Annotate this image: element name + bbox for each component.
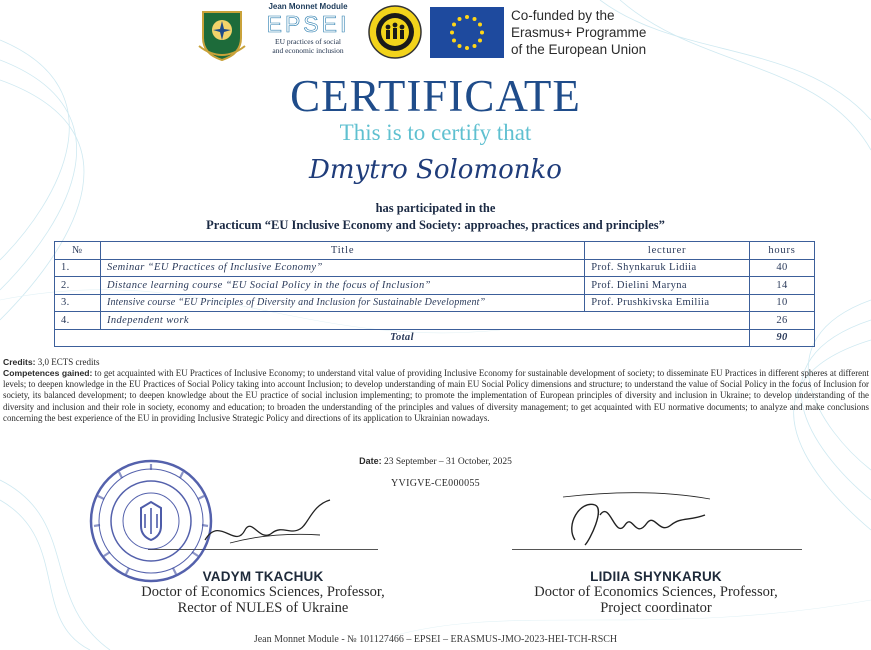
row-no: 2.	[55, 277, 101, 295]
signatory-role-1: Doctor of Economics Sciences, Professor,	[534, 584, 778, 600]
signatory-rector	[98, 569, 428, 616]
row-hours: 26	[750, 312, 815, 330]
eu-cofunded-text	[511, 7, 646, 58]
eu-flag-icon	[430, 7, 504, 58]
row-lecturer: Prof. Dielini Maryna	[585, 277, 750, 295]
signatory-role-1: Doctor of Economics Sciences, Professor,	[141, 584, 385, 600]
footer-project-id: Jean Monnet Module - № 101127466 – EPSEI – ERASMUS-JMO-2023-HEI-TCH-RSCH	[253, 634, 618, 645]
header-lecturer: lecturer	[585, 242, 750, 260]
epsei-wordmark: EPSEI	[266, 11, 350, 37]
total-value: 90	[750, 329, 815, 347]
table-header-row	[55, 242, 815, 260]
date-value: 23 September – 31 October, 2025	[384, 457, 512, 467]
credits-label: Credits:	[3, 357, 36, 367]
header-no: №	[55, 242, 101, 260]
date-label: Date:	[359, 456, 382, 466]
table-total-row	[55, 329, 815, 347]
certificate-title: CERTIFICATE	[290, 71, 581, 121]
row-no: 1.	[55, 259, 101, 277]
row-lecturer: Prof. Prushkivska Emiliia	[585, 294, 750, 312]
row-hours: 40	[750, 259, 815, 277]
table-row	[55, 294, 815, 312]
row-title: Distance learning course “EU Social Policy in the focus of Inclusion”	[100, 277, 584, 295]
certificate-id: YVIGVE-CE000055	[391, 478, 480, 489]
epsei-module-label: Jean Monnet Module	[268, 2, 348, 11]
table-row	[55, 259, 815, 277]
eu-line-2: Erasmus+ Programme	[511, 25, 647, 40]
signatory-role-2: Project coordinator	[600, 600, 712, 616]
row-hours: 10	[750, 294, 815, 312]
certify-statement: This is to certify that	[339, 120, 532, 145]
university-crest-icon	[197, 8, 247, 62]
epsei-subtitle-1: EU practices of social	[274, 37, 341, 46]
eu-line-3: of the European Union	[511, 42, 647, 57]
signatory-role-2: Rector of NULES of Ukraine	[177, 600, 349, 616]
signatory-coordinator	[486, 569, 826, 616]
total-label: Total	[55, 329, 750, 347]
competences-label: Competences gained:	[3, 368, 93, 378]
participated-line: has participated in the	[375, 201, 496, 215]
courses-table	[54, 241, 815, 347]
credits-line	[3, 357, 869, 367]
competences-paragraph	[3, 368, 869, 424]
row-no: 3.	[55, 294, 101, 312]
project-round-logo-icon	[368, 5, 422, 59]
credits-value: 3,0 ECTS credits	[37, 357, 100, 367]
course-title: Practicum “EU Inclusive Economy and Society: approaches, practices and principles”	[206, 218, 665, 232]
row-no: 4.	[55, 312, 101, 330]
table-row	[55, 312, 815, 330]
competences-text: to get acquainted with EU Practices of Inclusive Economy; to understand vital value of providing Inclusive Economy for sustainable development of society; to disseminate EU Practices in different spheres at different levels; to deepen knowledge in the EU Practices of Social Policy taking into account Inclusion; to develop understanding of main EU Social Policy dimensions and structure; to understand the value of Social Policy in the focus of Inclusion for society, its balanced development; to deepen knowledge about the EU practice of social inclusion implementing; to promote the implementation of European principles of diversity and inclusion in Ukraine; to develop understanding of the diversity and inclusion and their role in society, economy and education; to broaden the understanding of the principles and values of diversity management; to get acquainted with EU normative documents; to analyze and make conclusions concerning the best experience of the EU in providing Inclusive Strategic Policy and directions of its application to Ukrainian nowadays.	[3, 368, 869, 423]
header-hours: hours	[750, 242, 815, 260]
signatory-name: VADYM TKACHUK	[202, 569, 324, 584]
epsei-logo	[255, 2, 361, 64]
row-lecturer: Prof. Shynkaruk Lidiia	[585, 259, 750, 277]
recipient-name: Dmytro Solomonko	[309, 155, 562, 185]
eu-line-1: Co-funded by the	[511, 8, 615, 23]
header-title: Title	[100, 242, 584, 260]
row-title: Intensive course “EU Principles of Diversity and Inclusion for Sustainable Development”	[100, 294, 584, 312]
signature-left	[200, 495, 340, 555]
epsei-subtitle-2: and economic inclusion	[272, 46, 344, 55]
row-title: Independent work	[100, 312, 749, 330]
row-hours: 14	[750, 277, 815, 295]
signature-right	[555, 485, 715, 555]
signatory-name: LIDIIA SHYNKARUK	[590, 569, 722, 584]
official-seal-icon	[86, 456, 216, 586]
table-row	[55, 277, 815, 295]
row-title: Seminar “EU Practices of Inclusive Economy”	[100, 259, 584, 277]
